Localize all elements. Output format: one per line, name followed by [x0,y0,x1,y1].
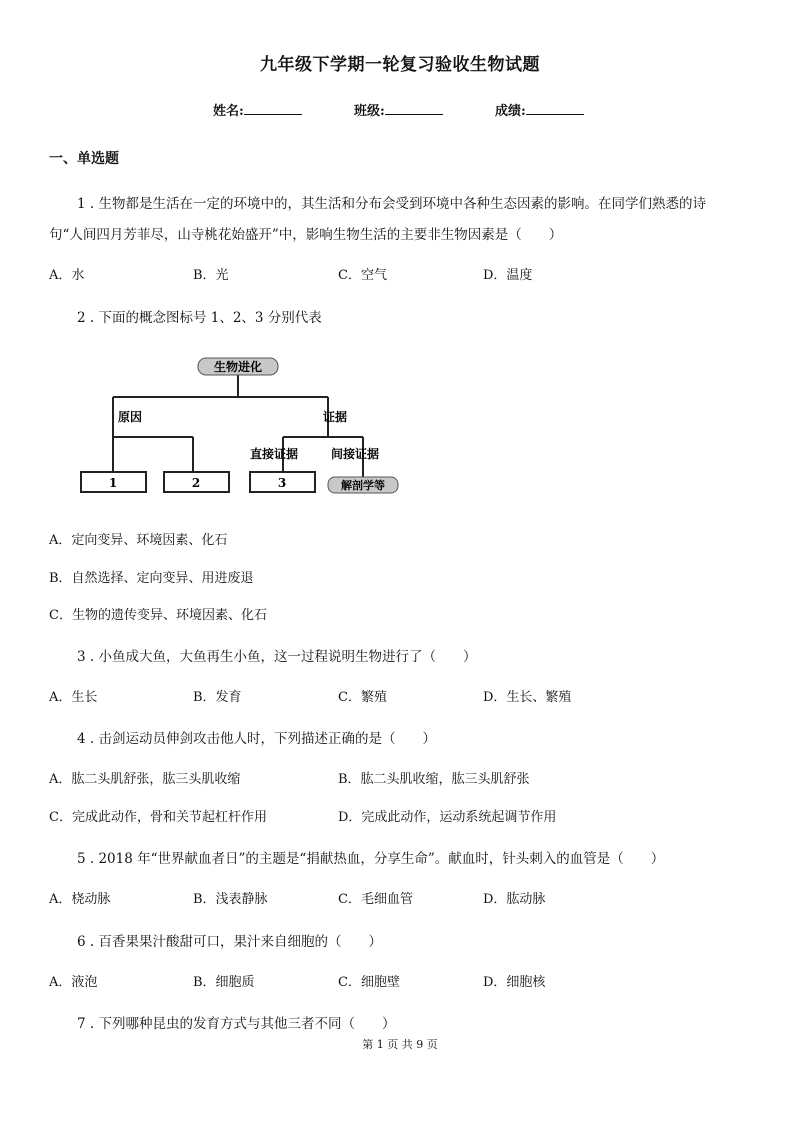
q5-stem: 5 . 2018 年“世界献血者日”的主题是“捐献热血，分享生命”。献血时，针头刺入的血管是（ ） [77,851,665,867]
q4-option-c: C．完成此动作，骨和关节起杠杆作用 [49,810,267,825]
q2-stem: 2 . 下面的概念图标号 1、2、3 分别代表 [77,310,322,326]
class-blank [385,102,443,115]
q6-option-c: C．细胞壁 [338,975,400,990]
root-node-label: 生物进化 [213,360,263,374]
section-heading: 一、单选题 [49,151,119,167]
q6-option-b: B．细胞质 [193,975,255,990]
q5-option-a: A．桡动脉 [49,892,111,907]
score-field [495,100,584,119]
q3-option-a: A．生长 [49,690,98,705]
q3-stem: 3 . 小鱼成大鱼，大鱼再生小鱼，这一过程说明生物进行了（ ） [77,649,477,665]
page-title: 九年级下学期一轮复习验收生物试题 [260,55,540,75]
q4-stem: 4 . 击剑运动员伸剑攻击他人时，下列描述正确的是（ ） [77,731,436,747]
q2-option-c: C．生物的遗传变异、环境因素、化石 [49,608,267,623]
page-footer: 第 1 页 共 9 页 [362,1038,438,1051]
q1-option-c: C．空气 [338,268,387,283]
box-1-label: 1 [108,476,118,490]
q5-option-c: C．毛细血管 [338,892,413,907]
class-label: 班级: [354,104,385,119]
indirect-evidence-label: 间接证据 [331,447,380,461]
q5-option-d: D．肱动脉 [483,892,546,907]
evidence-label: 证据 [323,410,348,424]
q4-option-a: A．肱二头肌舒张，肱三头肌收缩 [49,772,241,787]
q7-stem: 7 . 下列哪种昆虫的发育方式与其他三者不同（ ） [77,1016,396,1032]
score-label: 成绩: [495,104,526,119]
reason-label: 原因 [118,410,143,424]
q1-line1: 1 . 生物都是生活在一定的环境中的，其生活和分布会受到环境中各种生态因素的影响。在同学们熟悉的诗 [77,196,706,212]
score-blank [526,102,584,115]
name-label: 姓名: [213,104,244,119]
q5-option-b: B．浅表静脉 [193,892,268,907]
direct-evidence-label: 直接证据 [250,447,299,461]
q6-option-a: A．液泡 [49,975,98,990]
q3-option-c: C．繁殖 [338,690,387,705]
box-2-label: 2 [191,476,201,490]
q3-option-d: D．生长、繁殖 [483,690,572,705]
q4-option-b: B．肱二头肌收缩，肱三头肌舒张 [338,772,530,787]
concept-diagram [78,355,408,500]
anatomy-node-label: 解剖学等 [341,479,385,492]
q4-option-d: D．完成此动作，运动系统起调节作用 [338,810,557,825]
name-blank [244,102,302,115]
q1-option-d: D．温度 [483,268,533,283]
q2-option-a: A．定向变异、环境因素、化石 [49,533,228,548]
q1-option-b: B．光 [193,268,229,283]
q3-option-b: B．发育 [193,690,242,705]
name-field [213,100,302,119]
q6-stem: 6 . 百香果果汁酸甜可口，果汁来自细胞的（ ） [77,934,382,950]
q6-option-d: D．细胞核 [483,975,546,990]
box-3-label: 3 [277,476,287,490]
class-field [354,100,443,119]
q1-option-a: A．水 [49,268,85,283]
q2-option-b: B．自然选择、定向变异、用进废退 [49,571,254,586]
q1-line2: 句“人间四月芳菲尽，山寺桃花始盛开”中，影响生物生活的主要非生物因素是（ ） [49,227,563,243]
